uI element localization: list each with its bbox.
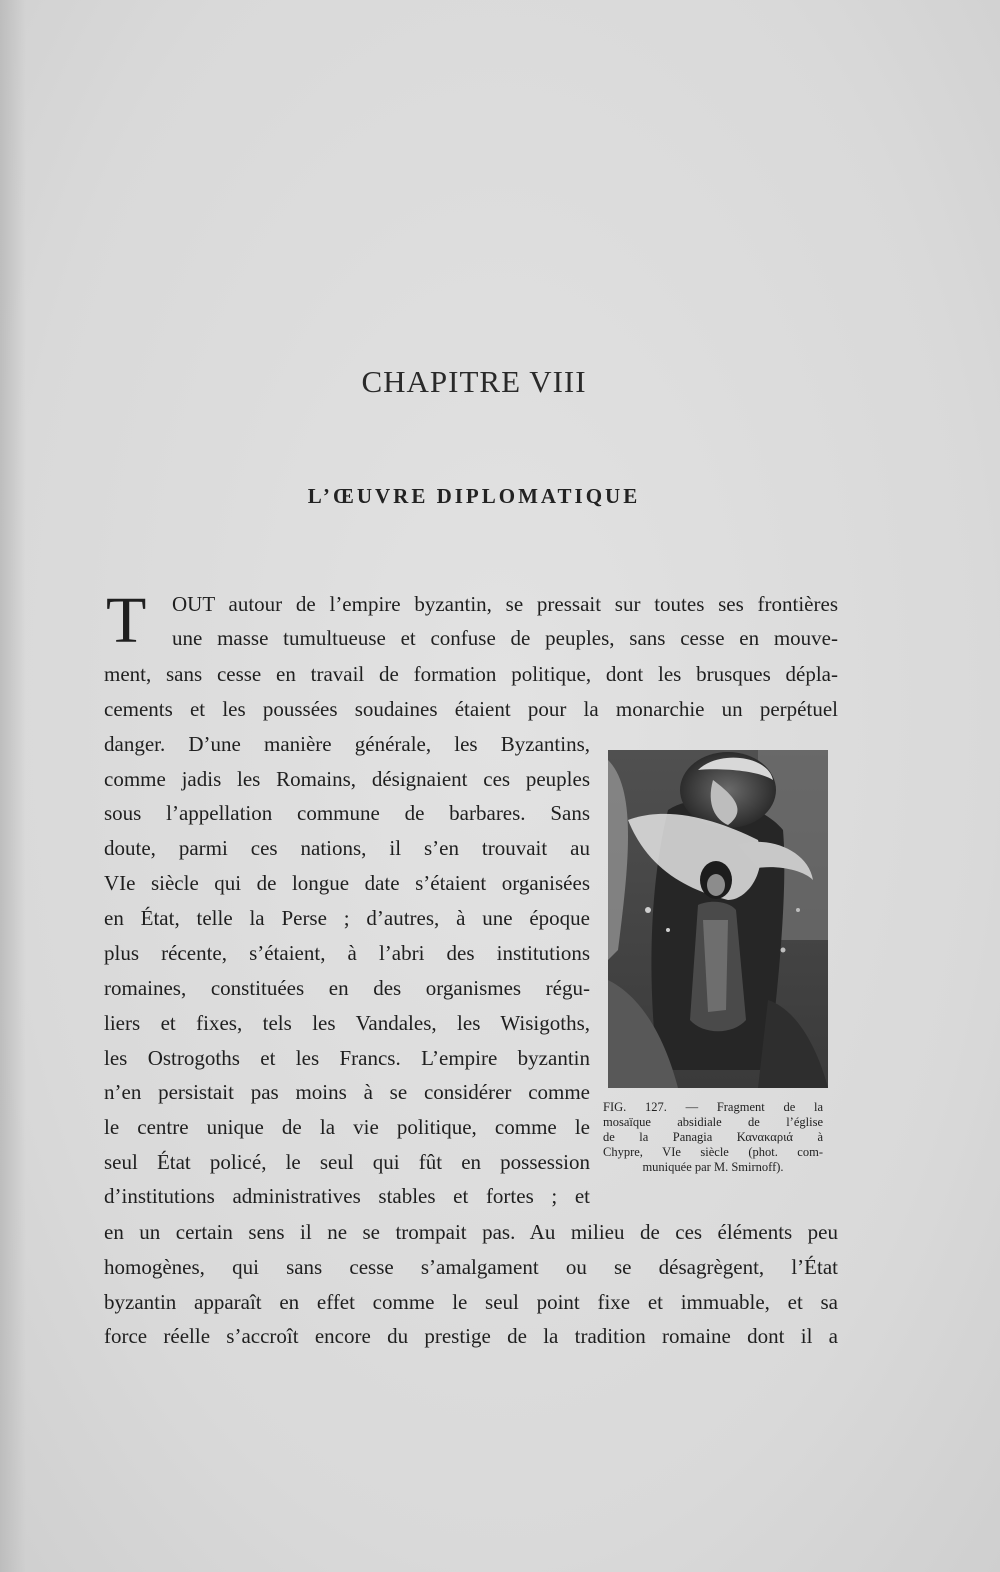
text-line: une masse tumultueuse et confuse de peuples, sans cesse en mouve- — [172, 626, 838, 650]
text-line: sous l’appellation commune de barbares. Sans — [104, 801, 590, 825]
text-line: danger. D’une manière générale, les Byzantins, — [104, 732, 590, 756]
caption-line: mosaïque absidiale de l’église — [603, 1115, 823, 1129]
text-line: VIe siècle qui de longue date s’étaient organisées — [104, 871, 590, 895]
caption-line: de la Panagia Κανακαριά à — [603, 1130, 823, 1144]
text-line: byzantin apparaît en effet comme le seul point fixe et immuable, et sa — [104, 1290, 838, 1314]
page-gutter-shadow — [0, 0, 26, 1572]
text-line: plus récente, s’étaient, à l’abri des institutions — [104, 941, 590, 965]
caption-line: muniquée par M. Smirnoff). — [642, 1160, 784, 1174]
mosaic-illustration — [608, 750, 828, 1088]
text-line: les Ostrogoths et les Francs. L’empire byzantin — [104, 1046, 590, 1070]
text-line: en État, telle la Perse ; d’autres, à une époque — [104, 906, 590, 930]
text-line: force réelle s’accroît encore du prestige de la tradition romaine dont il a — [104, 1324, 838, 1348]
caption-line: FIG. 127. — Fragment de la — [603, 1100, 823, 1114]
section-title: L’ŒUVRE DIPLOMATIQUE — [307, 484, 641, 508]
text-line: d’institutions administratives stables et fortes ; et — [104, 1184, 590, 1208]
figure-caption — [603, 1100, 823, 1175]
mosaic-figure-image — [608, 750, 828, 1088]
drop-cap: T — [106, 584, 147, 657]
caption-line: Chypre, VIe siècle (phot. com- — [603, 1145, 823, 1159]
text-line: comme jadis les Romains, désignaient ces peuples — [104, 767, 590, 791]
text-line: n’en persistait pas moins à se considérer comme — [104, 1080, 590, 1104]
text-line: le centre unique de la vie politique, comme le — [104, 1115, 590, 1139]
text-line: OUT autour de l’empire byzantin, se pressait sur toutes ses frontières — [172, 592, 838, 616]
text-line: romaines, constituées en des organismes régu- — [104, 976, 590, 1000]
text-line: doute, parmi ces nations, il s’en trouvait au — [104, 836, 590, 860]
text-line: cements et les poussées soudaines étaient pour la monarchie un perpétuel — [104, 697, 838, 721]
text-line: en un certain sens il ne se trompait pas. Au milieu de ces éléments peu — [104, 1220, 838, 1244]
text-line: homogènes, qui sans cesse s’amalgament ou se désagrègent, l’État — [104, 1255, 838, 1279]
text-line: seul État policé, le seul qui fût en possession — [104, 1150, 590, 1174]
chapter-title: CHAPITRE VIII — [361, 364, 587, 399]
text-line: ment, sans cesse en travail de formation politique, dont les brusques dépla- — [104, 662, 838, 686]
text-line: liers et fixes, tels les Vandales, les Wisigoths, — [104, 1011, 590, 1035]
